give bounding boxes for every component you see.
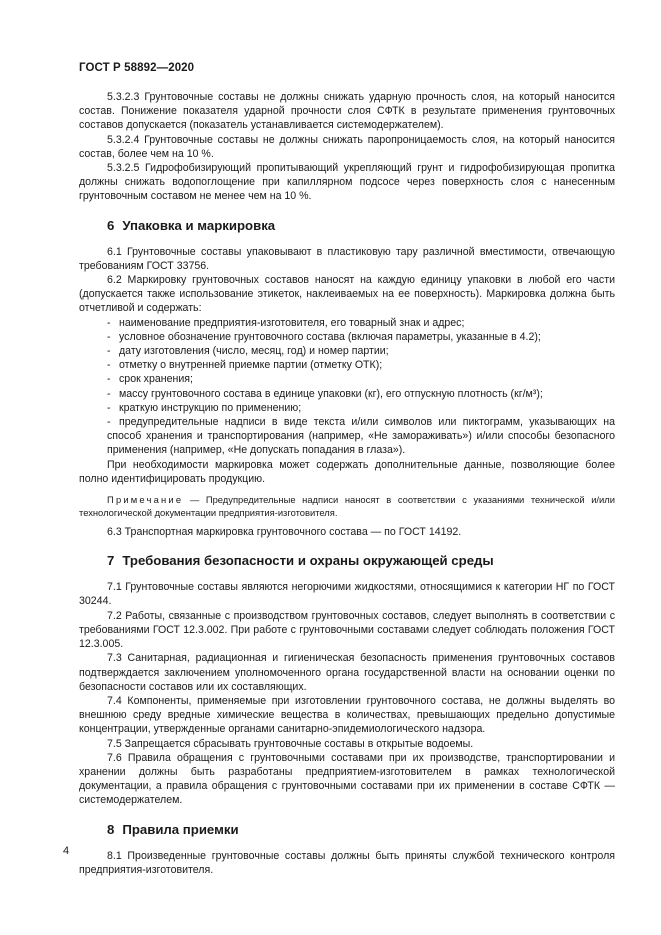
paragraph-7-5: 7.5 Запрещается сбрасывать грунтовочные составы в открытые водоемы.: [107, 737, 474, 750]
list-item: - массу грунтовочного состава в единице упаковки (кг), его отпускную плотность (кг/м³);: [107, 387, 543, 400]
section-6-number: 6: [107, 217, 115, 233]
section-6-title: Упаковка и маркировка: [122, 217, 276, 233]
dash-bullet: -: [107, 401, 111, 414]
dash-bullet: -: [107, 316, 111, 329]
dash-bullet: -: [107, 359, 111, 372]
paragraph-5-3-2-3: 5.3.2.3 Грунтовочные составы не должны снижать ударную прочность слоя, на который наносится состав. Понижение показателя ударной прочности слоя СФТК в результате применения грунтовочных составов допускается (показатель устанавливается системодержателем).: [79, 91, 615, 132]
dash-bullet: -: [107, 330, 111, 343]
list-item: - наименование предприятия-изготовителя, его товарный знак и адрес;: [107, 316, 465, 329]
paragraph-7-2: 7.2 Работы, связанные с производством грунтовочных составов, следует выполнять в соответствии с требованиями ГОСТ 12.3.002. При работе с грунтовочными составами следует соблюдать положения ГОСТ 12.3.005.: [79, 609, 615, 651]
section-8-number: 8: [107, 821, 115, 837]
note-text: — Предупредительные надписи наносят в соответствии с указаниями технической и/или технологической документации предприятия-изготовителя.: [79, 494, 615, 519]
section-7-heading: [107, 553, 615, 569]
section-8-title: Правила приемки: [122, 821, 239, 837]
dash-bullet: -: [107, 416, 111, 429]
section-8-heading: [107, 822, 615, 838]
paragraph-7-4: 7.4 Компоненты, применяемые при изготовлении грунтовочного состава, не должны выделять во внешнюю среду вредные химические вещества в количествах, превышающих предельно допустимые концентрации, утвержденные органами санитарно-эпидемиологического надзора.: [79, 694, 615, 736]
note: [79, 493, 615, 519]
dash-bullet: -: [107, 345, 111, 358]
section-7-title: Требования безопасности и охраны окружающей среды: [122, 553, 494, 569]
paragraph-5-3-2-5: 5.3.2.5 Гидрофобизирующий пропитывающий укрепляющий грунт и гидрофобизирующая пропитка должны снижать водопоглощение при капиллярном подсосе через поверхность слоя с нанесенным грунтовочным составом не менее чем на 10 %.: [79, 162, 615, 203]
paragraph-additional-data: При необходимости маркировка может содержать дополнительные данные, позволяющие более полно идентифицировать продукцию.: [79, 458, 615, 485]
dash-bullet: -: [107, 373, 111, 386]
paragraph-7-6: 7.6 Правила обращения с грунтовочными составами при их производстве, транспортировании и хранении должны быть разработаны предприятием-изготовителем в рамках технологической документации, а правила обращения с грунтовочными составами при их применении в составе СФТК — системодержателем.: [79, 751, 615, 807]
paragraph-6-3: 6.3 Транспортная маркировка грунтовочного состава — по ГОСТ 14192.: [107, 526, 462, 539]
list-item: - предупредительные надписи в виде текста и/или символов или пиктограмм, указывающих на способ хранения и транспортирования (например, «Не замораживать») и/или способы безопасного применения (например, «Не допускать попадания в глаза»).: [107, 416, 615, 457]
paragraph-7-3: 7.3 Санитарная, радиационная и гигиеническая безопасность применения грунтовочных составов подтверждается заключением уполномоченного органа государственной власти на основании оценки по безопасности составов или их составляющих.: [79, 652, 615, 693]
page-number: 4: [63, 845, 70, 857]
list-item: - дату изготовления (число, месяц, год) и номер партии;: [107, 345, 389, 358]
dash-bullet: -: [107, 387, 111, 400]
section-7-number: 7: [107, 553, 115, 569]
list-item: - отметку о внутренней приемке партии (отметку ОТК);: [107, 359, 383, 372]
list-item: - условное обозначение грунтовочного состава (включая параметры, указанные в 4.2);: [107, 330, 541, 343]
document-body: [79, 90, 615, 877]
paragraph-6-1: 6.1 Грунтовочные составы упаковывают в пластиковую тару различной вместимости, отвечающую требованиям ГОСТ 33756.: [79, 245, 615, 272]
paragraph-8-1: 8.1 Произведенные грунтовочные составы должны быть приняты службой технического контроля предприятия-изготовителя.: [79, 849, 615, 876]
paragraph-5-3-2-4: 5.3.2.4 Грунтовочные составы не должны снижать паропроницаемость слоя, на который наносится состав, более чем на 10 %.: [79, 133, 615, 160]
list-item: - краткую инструкцию по применению;: [107, 401, 302, 414]
note-label: Примечание: [107, 494, 184, 506]
document-header: ГОСТ Р 58892—2020: [79, 62, 195, 74]
list-item: - срок хранения;: [107, 373, 193, 386]
section-6-heading: [107, 218, 615, 234]
paragraph-6-2: 6.2 Маркировку грунтовочных составов наносят на каждую единицу упаковки в любой его части (допускается также использование этикеток, наклеиваемых на ее поверхность). Маркировка должна быть отчетливой и содержать:: [79, 274, 615, 315]
paragraph-7-1: 7.1 Грунтовочные составы являются негорючими жидкостями, относящимися к категории НГ по ГОСТ 30244.: [79, 581, 615, 608]
